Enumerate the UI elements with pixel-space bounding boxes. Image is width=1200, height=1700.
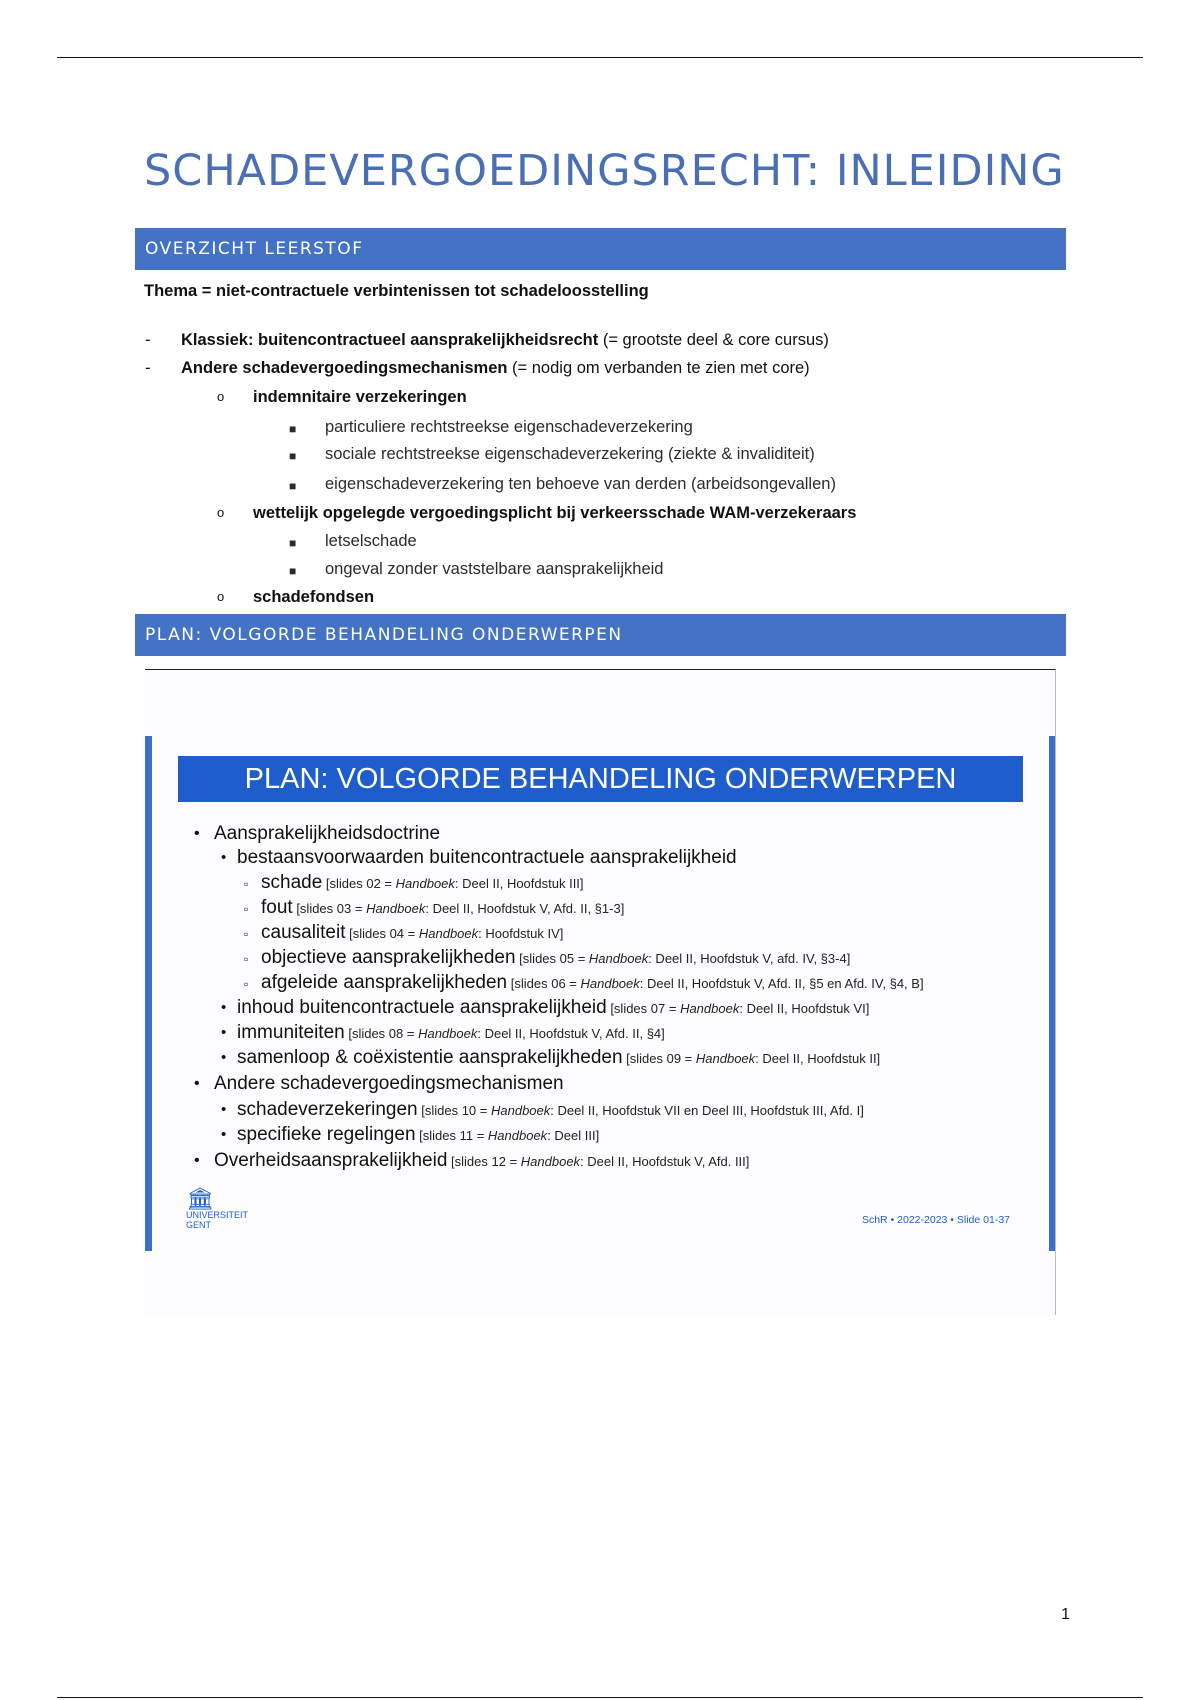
slide-item-ref [293, 901, 625, 916]
slide-item-text: Aansprakelijkheidsdoctrine [214, 823, 441, 844]
outline-subitem-title: schadefondsen [253, 588, 375, 606]
bullet-marker: • [221, 1101, 227, 1118]
slide-item-ref [418, 1103, 864, 1118]
slide-item-text: objectieve aansprakelijkheden [261, 947, 516, 968]
slide-item [244, 921, 564, 946]
outline-subitem [217, 502, 857, 524]
bullet-marker: • [194, 1152, 200, 1169]
outline-item-title: Klassiek: buitencontractueel aansprakelijkheidsrecht [181, 331, 599, 349]
ref-prefix: [slides 06 = [507, 976, 581, 991]
slide-title: PLAN: VOLGORDE BEHANDELING ONDERWERPEN [178, 756, 1023, 802]
ref-handbook: Handboek [695, 1051, 756, 1066]
square-marker: ■ [289, 479, 297, 493]
ref-prefix: [slides 04 = [345, 926, 419, 941]
ref-prefix: [slides 10 = [417, 1103, 491, 1118]
outline-leaf-text: ongeval zonder vaststelbare aansprakelijkheid [325, 560, 664, 578]
outline-leaf [289, 416, 693, 438]
outline-item-note: (= nodig om verbanden te zien met core) [507, 359, 810, 377]
slide-item-text: Andere schadevergoedingsmechanismen [214, 1073, 564, 1094]
ref-suffix: : Deel II, Hoofdstuk II] [755, 1051, 881, 1066]
slide-item [221, 996, 870, 1021]
slide-item [221, 1098, 864, 1123]
square-marker: ■ [289, 564, 297, 578]
slide-item-ref [345, 1026, 665, 1041]
top-rule [57, 57, 1143, 58]
slide-item-ref [607, 1001, 870, 1016]
slide-item-ref [322, 876, 583, 891]
square-marker: ■ [289, 422, 297, 436]
bullet-marker: • [221, 849, 227, 866]
circle-marker: o [217, 589, 225, 604]
ref-suffix: : Deel II, Hoofdstuk V, afd. IV, §3-4] [648, 951, 851, 966]
logo-line-2: GENT [186, 1220, 212, 1230]
outline-leaf-text: eigenschadeverzekering ten behoeve van derden (arbeidsongevallen) [325, 475, 836, 493]
slide-item-ref [623, 1051, 881, 1066]
ref-suffix: : Hoofdstuk IV] [478, 926, 564, 941]
slide-item-text: bestaansvoorwaarden buitencontractuele aansprakelijkheid [237, 847, 737, 868]
outline-item [145, 329, 829, 351]
slide-item [221, 846, 737, 870]
ref-suffix: : Deel II, Hoofdstuk V, Afd. II, §5 en Afd. IV, §4, B] [639, 976, 924, 991]
ref-suffix: : Deel II, Hoofdstuk VII en Deel III, Hoofdstuk III, Afd. I] [550, 1103, 864, 1118]
ref-suffix: : Deel II, Hoofdstuk V, Afd. II, §4] [477, 1026, 665, 1041]
slide-item [221, 1046, 881, 1071]
slide-accent-right [1049, 736, 1055, 1251]
outline-subitem [217, 386, 467, 408]
ref-handbook: Handboek [588, 951, 649, 966]
slide-item-ref [516, 951, 851, 966]
slide-item [244, 896, 625, 921]
ref-handbook: Handboek [680, 1001, 740, 1016]
slide-item-ref [447, 1154, 749, 1169]
ref-prefix: [slides 09 = [622, 1051, 696, 1066]
slide-item-text: causaliteit [261, 922, 346, 943]
ref-prefix: [slides 12 = [447, 1154, 521, 1169]
slide-item [244, 971, 924, 996]
slide-item [221, 1123, 600, 1148]
outline-leaf-text: sociale rechtstreekse eigenschadeverzekering (ziekte & invaliditeit) [325, 445, 815, 463]
slide-item [244, 871, 584, 896]
ref-suffix: : Deel II, Hoofdstuk III] [454, 876, 584, 891]
outline-item-title: Andere schadevergoedingsmechanismen [181, 359, 508, 377]
ref-suffix: : Deel II, Hoofdstuk V, Afd. II, §1-3] [425, 901, 625, 916]
outline-subitem [217, 586, 375, 608]
ref-handbook: Handboek [418, 926, 479, 941]
ref-handbook: Handboek [487, 1128, 548, 1143]
small-square-marker: ▫ [244, 927, 249, 941]
theme-statement: Thema = niet-contractuele verbintenissen tot schadeloosstelling [144, 282, 649, 300]
bullet-marker: • [221, 1024, 227, 1041]
ref-suffix: : Deel III] [547, 1128, 600, 1143]
ref-handbook: Handboek [366, 901, 426, 916]
slide-item [194, 822, 441, 846]
outline-leaf [289, 530, 417, 552]
slide-item-ref [346, 926, 564, 941]
slide-item-text: fout [261, 897, 293, 918]
slide-item [194, 1149, 750, 1174]
square-marker: ■ [289, 536, 297, 550]
slide-item-ref [416, 1128, 600, 1143]
ref-prefix: [slides 07 = [606, 1001, 681, 1016]
ref-handbook: Handboek [418, 1026, 478, 1041]
square-marker: ■ [289, 449, 297, 463]
section-heading-plan: PLAN: VOLGORDE BEHANDELING ONDERWERPEN [135, 614, 1066, 656]
slide-item-text: immuniteiten [237, 1022, 345, 1043]
building-icon: 🏛 [186, 1186, 214, 1211]
document-title: SCHADEVERGOEDINGSRECHT: INLEIDING [144, 146, 1065, 196]
outline-leaf-text: letselschade [325, 532, 417, 550]
outline-leaf [289, 558, 664, 580]
circle-marker: o [217, 505, 225, 520]
bullet-marker: • [194, 1075, 200, 1092]
small-square-marker: ▫ [244, 977, 249, 991]
dash-marker: - [145, 331, 151, 349]
page-number: 1 [1061, 1606, 1070, 1623]
ref-prefix: [slides 05 = [515, 951, 589, 966]
slide-item-text: schadeverzekeringen [237, 1099, 418, 1120]
dash-marker: - [145, 359, 151, 377]
ref-suffix: : Deel II, Hoofdstuk V, Afd. III] [580, 1154, 750, 1169]
ref-prefix: [slides 02 = [322, 876, 396, 891]
ref-handbook: Handboek [395, 876, 455, 891]
section-heading-overview: OVERZICHT LEERSTOF [135, 228, 1066, 270]
slide-item-text: samenloop & coëxistentie aansprakelijkheden [237, 1047, 623, 1068]
small-square-marker: ▫ [244, 877, 249, 891]
outline-item-note: (= grootste deel & core cursus) [598, 331, 829, 349]
slide-footer: SchR • 2022-2023 • Slide 01-37 [861, 1214, 1010, 1226]
ref-prefix: [slides 08 = [344, 1026, 419, 1041]
bullet-marker: • [194, 825, 200, 842]
bullet-marker: • [221, 1126, 227, 1143]
circle-marker: o [217, 389, 225, 404]
slide-item [221, 1021, 665, 1046]
bullet-marker: • [221, 999, 227, 1016]
ref-handbook: Handboek [580, 976, 640, 991]
ref-suffix: : Deel II, Hoofdstuk VI] [739, 1001, 870, 1016]
ref-prefix: [slides 11 = [415, 1128, 488, 1143]
slide-item-text: specifieke regelingen [237, 1124, 416, 1145]
slide-item-text: afgeleide aansprakelijkheden [261, 972, 508, 993]
outline-subitem-title: wettelijk opgelegde vergoedingsplicht bij verkeersschade WAM-verzekeraars [253, 504, 857, 522]
outline-leaf-text: particuliere rechtstreekse eigenschadeverzekering [325, 418, 693, 436]
slide-accent-left [145, 736, 152, 1251]
outline-item [145, 357, 810, 379]
bullet-marker: • [221, 1049, 227, 1066]
bottom-rule [57, 1697, 1143, 1698]
small-square-marker: ▫ [244, 952, 249, 966]
ref-handbook: Handboek [520, 1154, 581, 1169]
slide-item-ref [507, 976, 923, 991]
slide-item-text: inhoud buitencontractuele aansprakelijkheid [237, 997, 607, 1018]
slide-item [244, 946, 851, 971]
slide-item [194, 1072, 564, 1096]
small-square-marker: ▫ [244, 902, 249, 916]
ref-handbook: Handboek [490, 1103, 551, 1118]
slide-item-text: Overheidsaansprakelijkheid [214, 1150, 448, 1171]
logo-line-1: UNIVERSITEIT [186, 1210, 249, 1220]
outline-subitem-title: indemnitaire verzekeringen [253, 388, 467, 406]
slide-item-text: schade [261, 872, 323, 893]
outline-leaf [289, 473, 836, 495]
university-logo [186, 1186, 249, 1236]
ref-prefix: [slides 03 = [292, 901, 367, 916]
outline-leaf [289, 443, 815, 465]
